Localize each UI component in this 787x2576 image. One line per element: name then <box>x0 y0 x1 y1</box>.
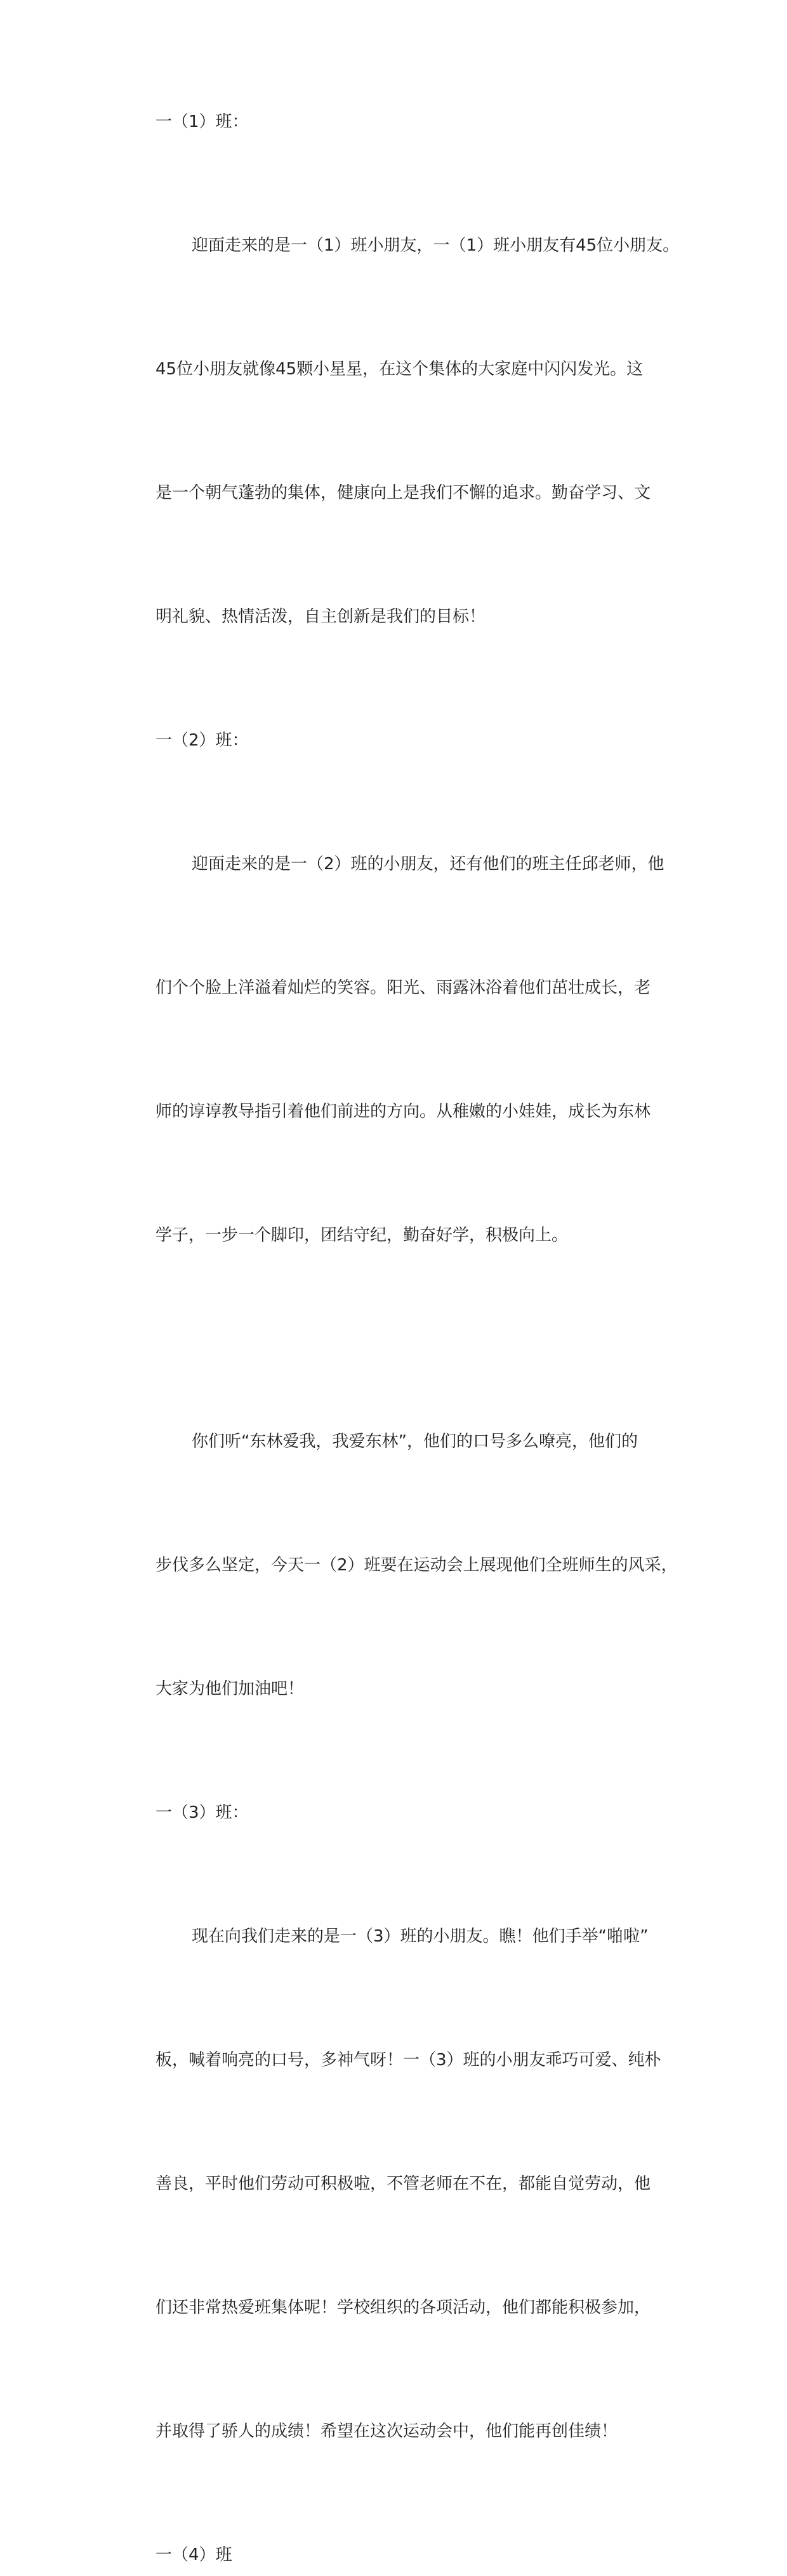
text-line: 你们听“东林爱我，我爱东林”，他们的口号多么嘹亮，他们的 <box>192 1432 638 1451</box>
text-line: 学子，一步一个脚印，团结守纪，勤奋好学，积极向上。 <box>155 1226 569 1245</box>
paragraph <box>119 761 678 1339</box>
text-line: 明礼貌、热情活泼，自主创新是我们的目标！ <box>155 607 486 626</box>
text-line: 是一个朝气蓬勃的集体，健康向上是我们不懈的追求。勤奋学习、文 <box>155 483 651 503</box>
text-line: 师的谆谆教导指引着他们前进的方向。从稚嫩的小娃娃，成长为东林 <box>155 1102 651 1121</box>
paragraph <box>119 1834 678 2535</box>
paragraph <box>119 143 678 720</box>
text-line: 善良，平时他们劳动可积极啦，不管老师在不在，都能自觉劳动，他 <box>155 2174 651 2193</box>
text-line: 迎面走来的是一（1）班小朋友，一（1）班小朋友有45位小朋友。 <box>192 236 680 255</box>
text-line: 迎面走来的是一（2）班的小朋友，还有他们的班主任邱老师，他 <box>192 855 665 874</box>
section-heading: 一（4）班 <box>155 2546 232 2565</box>
text-line: 板，喊着响亮的口号，多神气呀！一（3）班的小朋友乖巧可爱、纯朴 <box>155 2051 661 2070</box>
text-line: 现在向我们走来的是一（3）班的小朋友。瞧！他们手举“啪啦” <box>192 1927 649 1946</box>
text-line: 步伐多么坚定，今天一（2）班要在运动会上展现他们全班师生的风采， <box>155 1556 678 1575</box>
text-line: 大家为他们加油吧！ <box>155 1679 305 1699</box>
text-line: 并取得了骄人的成绩！希望在这次运动会中，他们能再创佳绩！ <box>155 2422 618 2441</box>
section-heading: 一（1）班： <box>155 112 249 131</box>
text-line: 45位小朋友就像45颗小星星，在这个集体的大家庭中闪闪发光。这 <box>155 360 644 379</box>
section-heading: 一（3）班： <box>155 1803 249 1822</box>
document-body <box>119 102 678 2576</box>
section-heading: 一（2）班： <box>155 731 249 750</box>
paragraph <box>119 1339 678 1792</box>
text-line: 们还非常热爱班集体呢！学校组织的各项活动，他们都能积极参加， <box>155 2298 651 2317</box>
text-line: 们个个脸上洋溢着灿烂的笑容。阳光、雨露沐浴着他们茁壮成长，老 <box>155 978 651 997</box>
